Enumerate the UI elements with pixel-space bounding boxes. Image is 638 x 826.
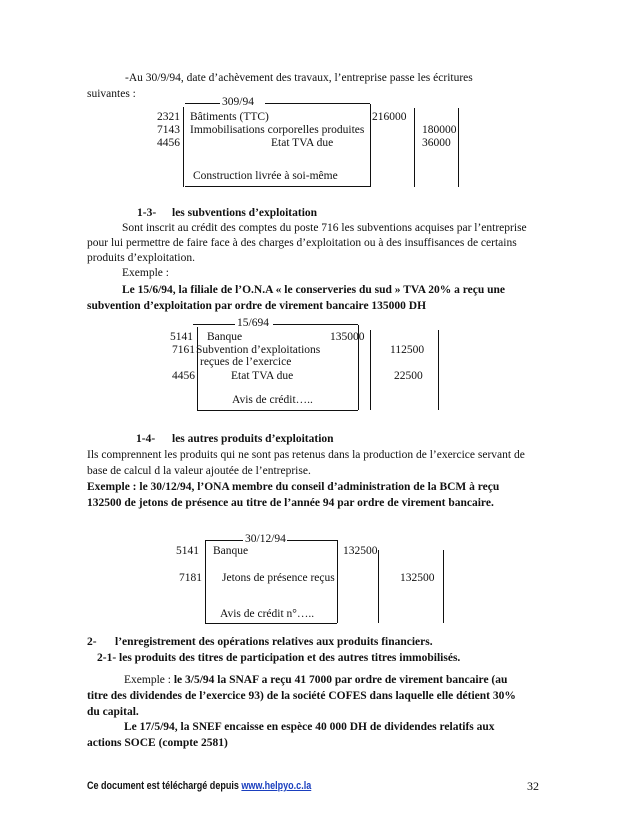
paragraph-line: produits d’exploitation. [87, 252, 195, 264]
entry-date: 30/12/94 [245, 533, 286, 545]
paragraph-line: Sont inscrit au crédit des comptes du poste 716 les subventions acquises par l’entreprise [122, 222, 527, 234]
example-line [124, 674, 507, 686]
section-number: 1-4- [136, 433, 156, 445]
entry-date: 15/694 [237, 317, 269, 329]
example-text: le 3/5/94 la SNAF a reçu 41 7000 par ordre de virement bancaire (au [173, 674, 508, 686]
entry-label: Bâtiments (TTC) [190, 111, 269, 123]
entry-label: Immobilisations corporelles produites [190, 124, 365, 136]
subsection-heading: 2-1- les produits des titres de participation et des autres titres immobilisés. [97, 652, 461, 664]
entry-credit: 132500 [400, 572, 435, 584]
section-number: 1-3- [137, 207, 157, 219]
entry-account: 7161 [172, 344, 195, 356]
example-line: 132500 de jetons de présence au titre de l’année 94 par ordre de virement bancaire. [87, 497, 494, 509]
example-line: subvention d’exploitation par ordre de virement bancaire 135000 DH [87, 300, 427, 312]
example-prefix: Exemple : [124, 674, 174, 686]
paragraph-line: base de calcul d la valeur ajoutée de l’entreprise. [87, 465, 311, 477]
example-line: Le 17/5/94, la SNEF encaisse en espèce 40 000 DH de dividendes relatifs aux [124, 721, 495, 733]
section-number: 2- [87, 636, 97, 648]
entry-debit: 132500 [343, 545, 378, 557]
entry-label: Etat TVA due [271, 137, 334, 149]
entry-label: Banque [213, 545, 249, 557]
entry-credit: 36000 [422, 137, 451, 149]
example-label: Exemple : [122, 267, 169, 279]
entry-note: Avis de crédit n°….. [220, 608, 315, 620]
entry-debit: 216000 [372, 111, 407, 123]
example-line: Le 15/6/94, la filiale de l’O.N.A « le conserveries du sud » TVA 20% a reçu une [122, 284, 506, 296]
entry-account: 5141 [170, 331, 193, 343]
page-number: 32 [527, 779, 539, 793]
entry-account: 7143 [157, 124, 180, 136]
footer-text [87, 780, 311, 792]
entry-credit: 22500 [394, 370, 423, 382]
entry-debit: 135000 [330, 331, 365, 343]
section-heading: l’enregistrement des opérations relatives aux produits financiers. [115, 636, 433, 648]
paragraph-line: Ils comprennent les produits qui ne sont pas retenus dans la production de l’exercice servant de [87, 449, 525, 461]
entry-label: Etat TVA due [231, 370, 294, 382]
footer-label: Ce document est téléchargé depuis [87, 780, 242, 792]
entry-label: Jetons de présence reçus [222, 572, 335, 584]
footer-link[interactable]: www.helpyo.c.la [241, 780, 312, 792]
entry-account: 5141 [176, 545, 199, 557]
entry-account: 2321 [157, 111, 180, 123]
section-heading: les autres produits d’exploitation [172, 433, 334, 445]
example-line: du capital. [87, 706, 139, 718]
entry-label: Subvention d’exploitations [196, 344, 321, 356]
example-line: actions SOCE (compte 2581) [87, 737, 228, 749]
entry-date: 309/94 [222, 96, 254, 108]
entry-account: 7181 [179, 572, 202, 584]
example-line: Exemple : le 30/12/94, l’ONA membre du conseil d’administration de la BCM à reçu [87, 481, 500, 493]
entry-account: 4456 [157, 137, 180, 149]
entry-credit: 180000 [422, 124, 457, 136]
example-line: titre des dividendes de l’exercice 93) de la société COFES dans laquelle elle détient 30% [87, 690, 516, 702]
entry-credit: 112500 [390, 344, 425, 356]
section-heading: les subventions d’exploitation [172, 207, 318, 219]
entry-label-continued: reçues de l’exercice [200, 356, 292, 368]
intro-line-1: -Au 30/9/94, date d’achèvement des travaux, l’entreprise passe les écritures [125, 72, 473, 84]
entry-note: Avis de crédit….. [232, 394, 313, 406]
intro-line-2: suivantes : [87, 88, 136, 100]
entry-label: Banque [207, 331, 243, 343]
entry-note: Construction livrée à soi-même [193, 170, 338, 182]
paragraph-line: pour lui permettre de faire face à des charges d’exploitation ou à des insuffisances de certains [87, 237, 517, 249]
entry-account: 4456 [172, 370, 195, 382]
